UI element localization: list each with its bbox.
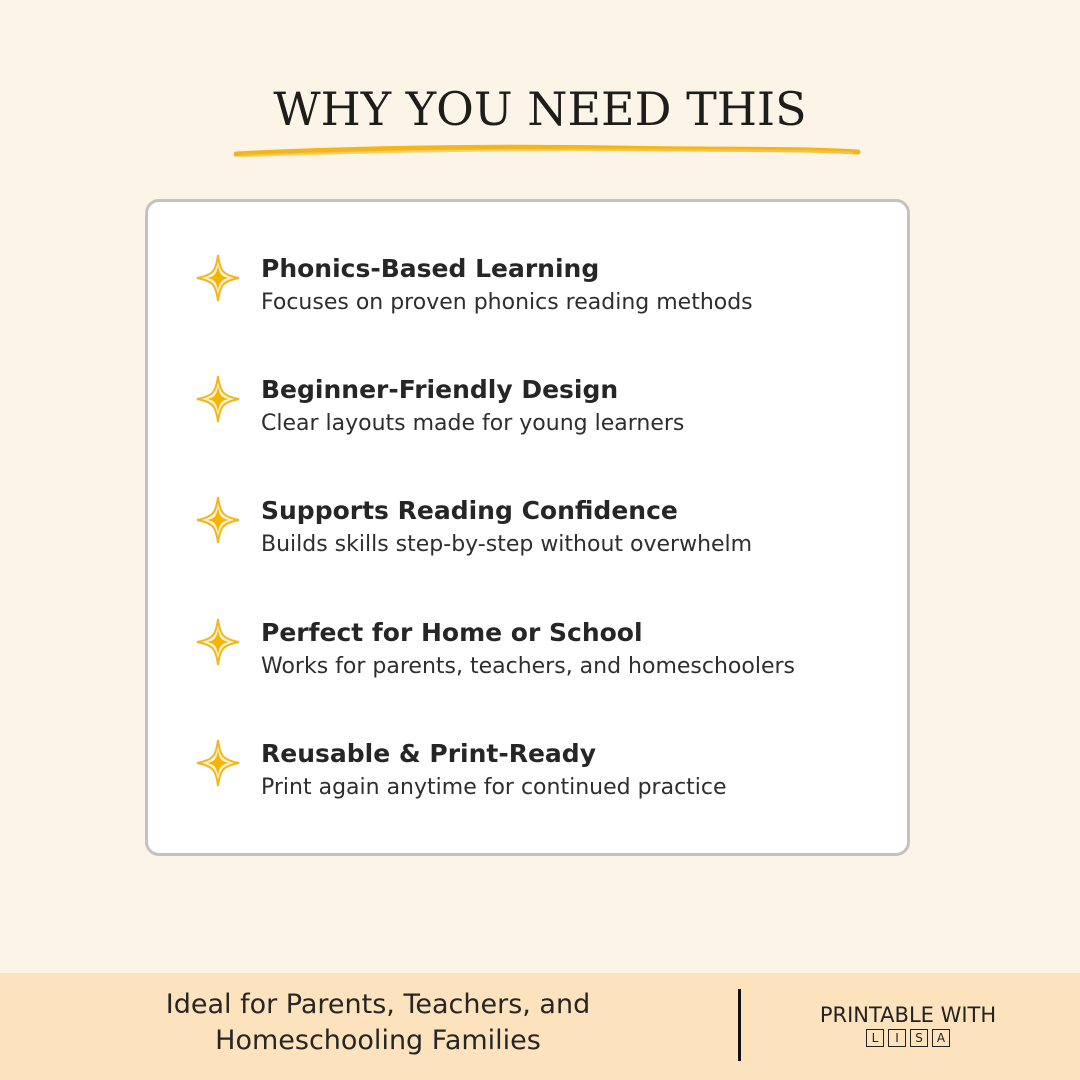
brand-logo <box>808 1003 1008 1047</box>
brand-tile: L <box>866 1029 884 1047</box>
feature-description: Print again anytime for continued practice <box>261 775 727 800</box>
feature-title: Perfect for Home or School <box>261 618 643 647</box>
brush-underline <box>232 140 862 164</box>
feature-title: Phonics-Based Learning <box>261 254 600 283</box>
footer-tagline <box>118 987 638 1059</box>
feature-title: Supports Reading Confidence <box>261 496 678 525</box>
page-title: WHY YOU NEED THIS <box>273 82 807 136</box>
feature-description: Focuses on proven phonics reading methods <box>261 290 753 315</box>
feature-item <box>196 248 886 338</box>
feature-item <box>196 490 886 580</box>
feature-item <box>196 612 886 702</box>
feature-description: Works for parents, teachers, and homeschoolers <box>261 654 796 679</box>
sparkle-icon <box>196 254 240 302</box>
feature-item <box>196 733 886 823</box>
features-card <box>145 199 910 856</box>
brand-tile: S <box>910 1029 928 1047</box>
footer-bar <box>0 973 1080 1080</box>
feature-title: Beginner-Friendly Design <box>261 375 619 404</box>
footer-tagline-line2: Homeschooling Families <box>215 1025 541 1056</box>
feature-title: Reusable & Print-Ready <box>261 739 596 768</box>
sparkle-icon <box>196 618 240 666</box>
sparkle-icon <box>196 739 240 787</box>
brand-tile: A <box>932 1029 950 1047</box>
footer-divider <box>738 989 741 1061</box>
footer-tagline-line1: Ideal for Parents, Teachers, and <box>165 989 591 1020</box>
feature-description: Clear layouts made for young learners <box>261 411 685 436</box>
sparkle-icon <box>196 375 240 423</box>
brand-tile: I <box>888 1029 906 1047</box>
brand-tiles <box>808 1029 1008 1047</box>
brand-name: PRINTABLE WITH <box>819 1003 997 1027</box>
sparkle-icon <box>196 496 240 544</box>
feature-description: Builds skills step-by-step without overwhelm <box>261 532 753 557</box>
feature-item <box>196 369 886 459</box>
